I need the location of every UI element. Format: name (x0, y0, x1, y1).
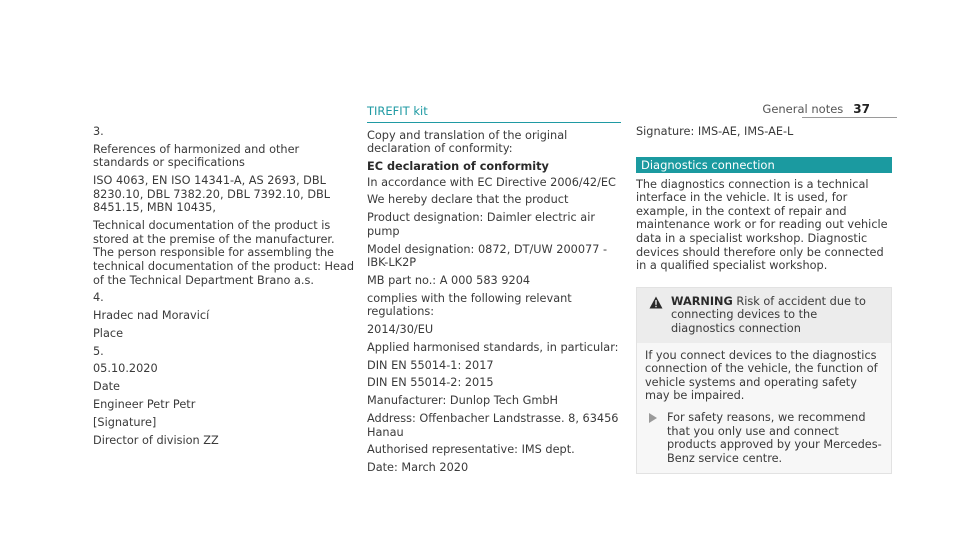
paragraph: Address: Offenbacher Landstrasse. 8, 63456 Hanau (367, 411, 619, 439)
list-number: 3. (93, 125, 104, 138)
signature-line: Signature: IMS-AE, IMS-AE-L (636, 125, 794, 138)
paragraph: [Signature] (93, 415, 157, 429)
paragraph: DIN EN 55014-1: 2017 (367, 358, 494, 372)
paragraph: Date (93, 380, 121, 394)
section-title-diagnostics: Diagnostics connection (636, 157, 892, 173)
paragraph: The diagnostics connection is a technical interface in the vehicle. It is used, for example, in the context of repair and maintenance work or for reading out vehicle data in a specialist workshop. Diagnostic devices should therefore only be connected in a qualified specialist workshop. (636, 177, 888, 273)
paragraph: Director of division ZZ (93, 433, 219, 447)
paragraph: Technical documentation of the product is stored at the premise of the manufacturer. The person responsible for assembling the technical documentation of the product: Head of the Technical Department Brano a.s. (93, 219, 355, 287)
paragraph: Product designation: Daimler electric air pump (367, 211, 595, 238)
subheading: EC declaration of conformity (367, 159, 549, 173)
note-text: For safety reasons, we recommend that you only use and connect products approved by your Mercedes-Benz service centre. (667, 410, 882, 465)
paragraph: Copy and translation of the original declaration of conformity: (367, 128, 568, 156)
paragraph: Model designation: 0872, DT/UW 200077 - IBK-LK2P (367, 242, 608, 270)
list-number: 5. (93, 344, 104, 358)
header-rule (802, 117, 897, 118)
paragraph: References of harmonized and other standards or specifications (93, 142, 300, 170)
paragraph: 05.10.2020 (93, 362, 158, 376)
paragraph: Engineer Petr Petr (93, 397, 196, 411)
paragraph: If you connect devices to the diagnostics connection of the vehicle, the function of vehicle systems and operating safety may be impaired. (645, 348, 878, 403)
paragraph: Hradec nad Moravicí (93, 309, 210, 323)
warning-body (637, 343, 891, 474)
page-number: 37 (853, 102, 870, 116)
paragraph: ISO 4063, EN ISO 14341-A, AS 2693, DBL 8230.10, DBL 7382.20, DBL 7392.10, DBL 8451.15, MBN 10435, (93, 174, 331, 215)
column-left (93, 125, 355, 451)
column-right (636, 125, 892, 474)
list-number: 4. (93, 291, 104, 305)
paragraph: DIN EN 55014-2: 2015 (367, 376, 494, 390)
paragraph: Authorised representative: IMS dept. (367, 443, 575, 457)
paragraph: Place (93, 326, 124, 340)
warning-box (636, 287, 892, 475)
section-title-tirefit: TIREFIT kit (367, 105, 621, 123)
warning-triangle-icon (649, 296, 663, 309)
paragraph: We hereby declare that the product (367, 193, 569, 207)
paragraph: MB part no.: A 000 583 9204 (367, 273, 531, 287)
warning-label: WARNING (671, 294, 733, 308)
paragraph: Manufacturer: Dunlop Tech GmbH (367, 394, 559, 408)
arrow-right-icon (649, 413, 657, 423)
column-middle (367, 104, 621, 479)
paragraph: 2014/30/EU (367, 323, 434, 337)
page-header (762, 103, 870, 117)
note-item (645, 411, 883, 465)
paragraph: In accordance with EC Directive 2006/42/EC (367, 175, 616, 189)
paragraph: Applied harmonised standards, in particular: (367, 340, 619, 354)
warning-header (637, 288, 891, 343)
paragraph: Date: March 2020 (367, 461, 469, 475)
warning-text: Risk of accident due to connecting devices to the diagnostics connection (671, 294, 866, 335)
warning-title (671, 295, 883, 336)
header-title: General notes (762, 102, 844, 116)
paragraph: complies with the following relevant regulations: (367, 291, 572, 319)
